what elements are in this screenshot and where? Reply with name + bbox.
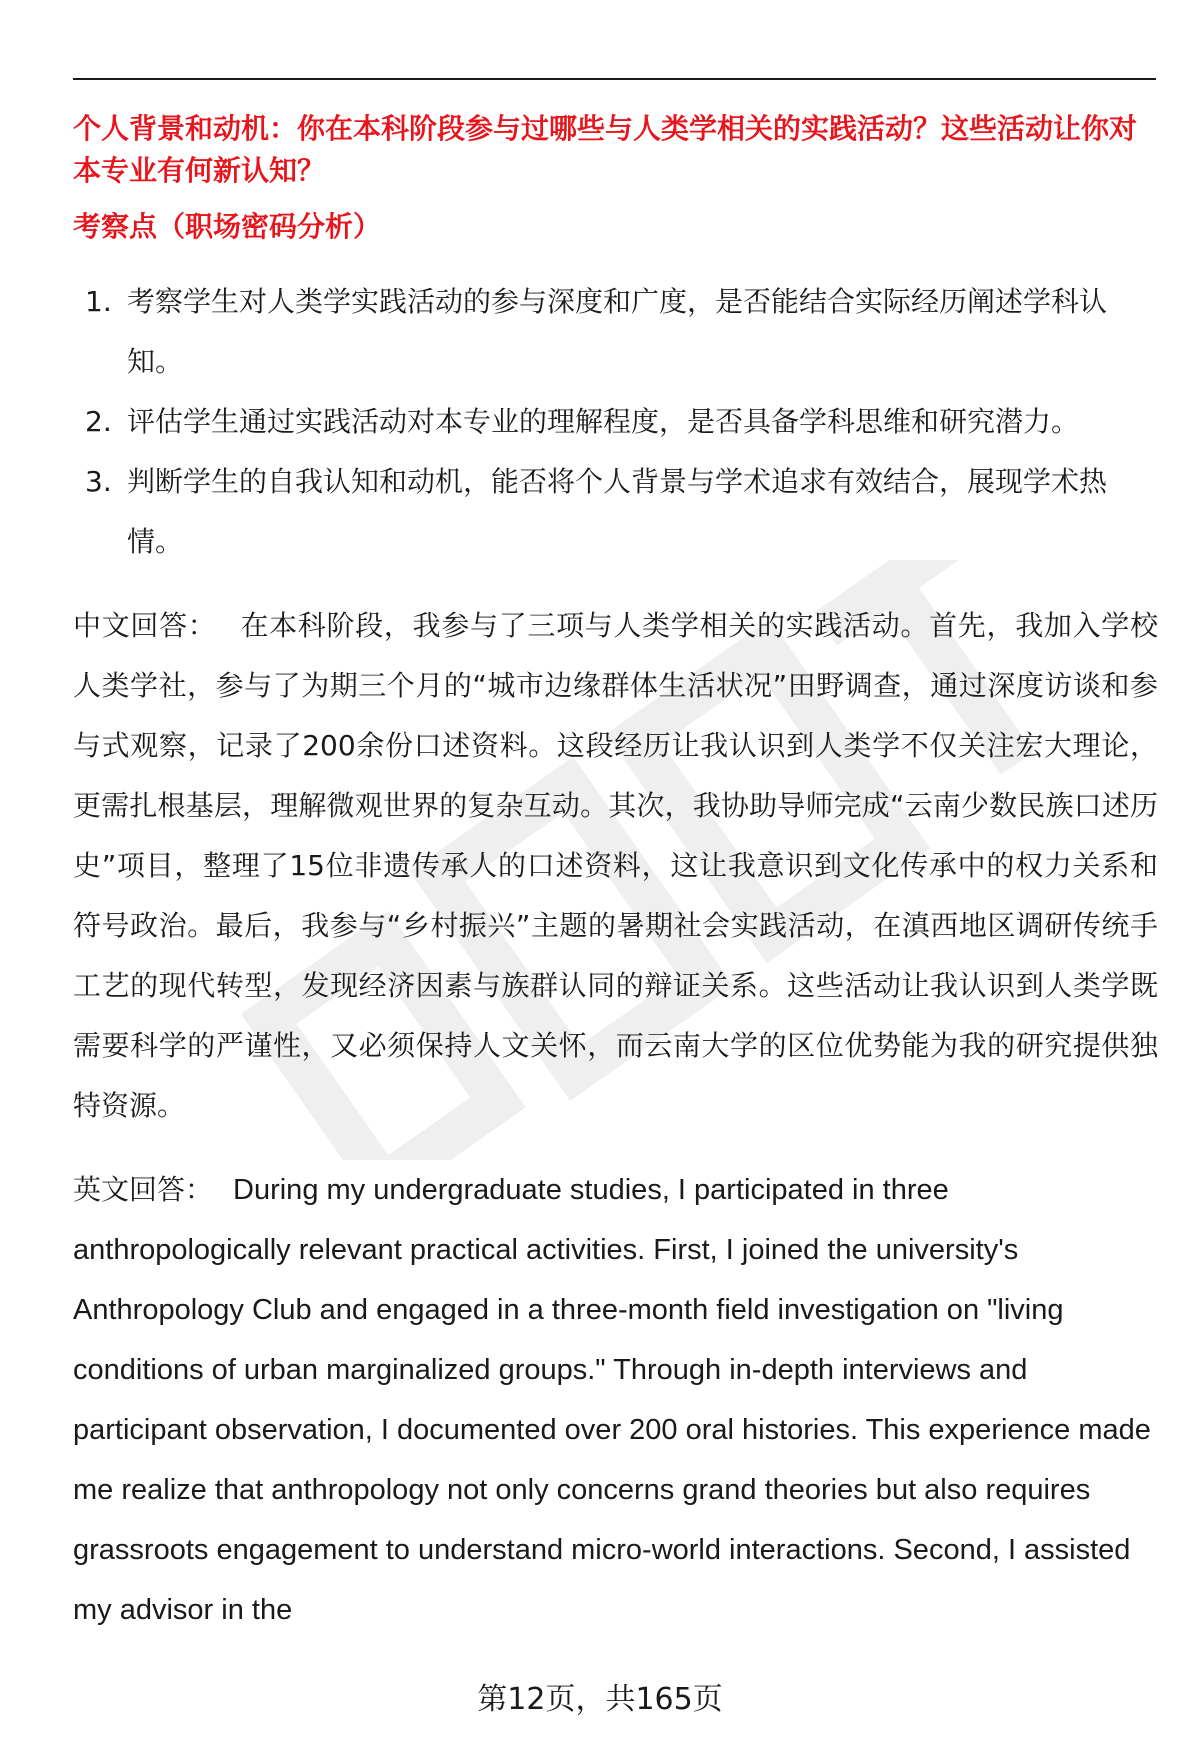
evaluation-points-list <box>73 272 1158 572</box>
section-heading: 考察点（职场密码分析） <box>73 210 382 243</box>
list-item <box>73 452 1158 572</box>
english-answer-label: 英文回答： <box>73 1173 214 1206</box>
page-number-footer: 第12页，共165页 <box>477 1682 723 1717</box>
list-item-text: 评估学生通过实践活动对本专业的理解程度，是否具备学科思维和研究潜力。 <box>127 405 1080 438</box>
chinese-answer-label: 中文回答： <box>73 609 217 642</box>
header-rule <box>73 78 1156 80</box>
english-answer-text: During my undergraduate studies, I participated in three anthropologically relevant practical activities. First, I joined the university's Anthropology Club and engaged in a three-month field investigation on "living conditions of urban marginalized groups." Through in-depth interviews and participant observation, I documented over 200 oral histories. This experience made me realize that anthropology not only concerns grand theories but also requires grassroots engagement to understand micro-world interactions. Second, I assisted my advisor in the <box>73 1174 1151 1626</box>
list-item-text: 考察学生对人类学实践活动的参与深度和广度，是否能结合实际经历阐述学科认知。 <box>127 285 1108 378</box>
document-content <box>73 108 1158 1640</box>
chinese-answer-text: 在本科阶段，我参与了三项与人类学相关的实践活动。首先，我加入学校人类学社，参与了为期三个月的“城市边缘群体生活状况”田野调查，通过深度访谈和参与式观察，记录了200余份口述资料。这段经历让我认识到人类学不仅关注宏大理论，更需扎根基层，理解微观世界的复杂互动。其次，我协助导师完成“云南少数民族口述历史”项目，整理了15位非遗传承人的口述资料，这让我意识到文化传承中的权力关系和符号政治。最后，我参与“乡村振兴”主题的暑期社会实践活动，在滇西地区调研传统手工艺的现代转型，发现经济因素与族群认同的辩证关系。这些活动让我认识到人类学既需要科学的严谨性，又必须保持人文关怀，而云南大学的区位优势能为我的研究提供独特资源。 <box>73 609 1158 1122</box>
list-item-text: 判断学生的自我认知和动机，能否将个人背景与学术追求有效结合，展现学术热情。 <box>127 465 1108 558</box>
question-heading: 个人背景和动机：你在本科阶段参与过哪些与人类学相关的实践活动？这些活动让你对本专业有何新认知？ <box>73 112 1138 187</box>
chinese-answer <box>73 596 1158 1136</box>
list-item-number: 1. <box>85 285 112 318</box>
list-item <box>73 272 1158 392</box>
list-item-number: 2. <box>85 405 112 438</box>
list-item-number: 3. <box>85 465 112 498</box>
list-item <box>73 392 1158 452</box>
english-answer <box>73 1160 1158 1640</box>
